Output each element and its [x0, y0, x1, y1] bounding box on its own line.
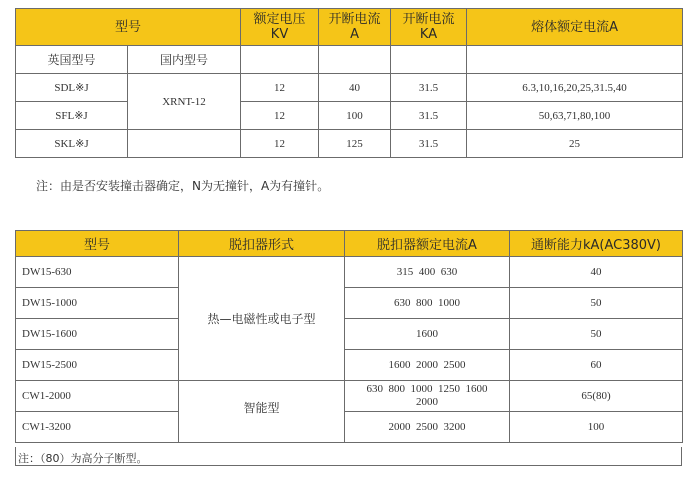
header-release-type: 脱扣器形式 [179, 231, 345, 257]
voltage-cell: 12 [241, 74, 319, 102]
capacity-cell: 40 [510, 257, 683, 288]
capacity-cell: 50 [510, 319, 683, 350]
capacity-cell: 100 [510, 412, 683, 443]
model-cell: DW15-2500 [16, 350, 179, 381]
fuse-current-cell: 6.3,10,16,20,25,31.5,40 [467, 74, 683, 102]
uk-model-cell: SDL※J [16, 74, 128, 102]
model-cell: DW15-1000 [16, 288, 179, 319]
header-break-current-ka [391, 9, 467, 46]
release-current-cell: 630 800 1000 [345, 288, 510, 319]
table-row [16, 381, 683, 412]
table-row [16, 102, 683, 130]
release-current-cell: 315 400 630 [345, 257, 510, 288]
capacity-cell: 60 [510, 350, 683, 381]
table-row [16, 350, 683, 381]
table-row [16, 319, 683, 350]
capacity-cell: 50 [510, 288, 683, 319]
header-break-current-a [319, 9, 391, 46]
uk-model-cell: SKL※J [16, 130, 128, 158]
table-row [16, 257, 683, 288]
table-row [16, 130, 683, 158]
model-cell: CW1-2000 [16, 381, 179, 412]
breaker-spec-table [15, 230, 683, 443]
subheader-domestic-model: 国内型号 [128, 46, 241, 74]
domestic-model-cell: XRNT-12 [128, 74, 241, 130]
header-break-current-a-label: 开断电流 [328, 12, 381, 27]
table-row [16, 288, 683, 319]
header-break-current-ka-label: 开断电流 [402, 12, 455, 27]
break-ka-cell: 31.5 [391, 102, 467, 130]
model-cell: DW15-1600 [16, 319, 179, 350]
header-breaking-capacity: 通断能力kA(AC380V) [510, 231, 683, 257]
voltage-cell: 12 [241, 130, 319, 158]
header-break-current-ka-unit: KA [419, 27, 438, 42]
subheader-uk-model: 英国型号 [16, 46, 128, 74]
release-current-cell: 2000 2500 3200 [345, 412, 510, 443]
breaker-table-note: 注：（80）为高分子断型。 [18, 452, 148, 465]
release-type-thermal-cell: 热—电磁性或电子型 [179, 257, 345, 381]
header-model: 型号 [16, 9, 241, 46]
break-ka-cell: 31.5 [391, 130, 467, 158]
header-release-current: 脱扣器额定电流A [345, 231, 510, 257]
fuse-table-note: 注：由是否安装撞击器确定，N为无撞针，A为有撞针。 [36, 179, 330, 193]
header-fuse-current: 熔体额定电流A [467, 9, 683, 46]
header-voltage-unit: KV [270, 27, 289, 42]
capacity-cell: 65(80) [510, 381, 683, 412]
release-current-cell [345, 381, 510, 412]
fuse-spec-table [15, 8, 683, 158]
voltage-cell: 12 [241, 102, 319, 130]
break-a-cell: 125 [319, 130, 391, 158]
uk-model-cell: SFL※J [16, 102, 128, 130]
model-cell: CW1-3200 [16, 412, 179, 443]
header-model: 型号 [16, 231, 179, 257]
break-ka-cell: 31.5 [391, 74, 467, 102]
table-row [16, 74, 683, 102]
release-current-line: 630 800 1000 1250 1600 [366, 383, 488, 395]
model-cell: DW15-630 [16, 257, 179, 288]
release-type-smart-cell: 智能型 [179, 381, 345, 443]
fuse-current-cell: 25 [467, 130, 683, 158]
fuse-current-cell: 50,63,71,80,100 [467, 102, 683, 130]
break-a-cell: 100 [319, 102, 391, 130]
break-a-cell: 40 [319, 74, 391, 102]
release-current-line: 2000 [416, 396, 438, 408]
release-current-cell: 1600 [345, 319, 510, 350]
release-current-cell: 1600 2000 2500 [345, 350, 510, 381]
header-voltage [241, 9, 319, 46]
table-row [16, 412, 683, 443]
header-voltage-label: 额定电压 [253, 12, 306, 27]
breaker-note-box [15, 447, 682, 466]
header-break-current-a-unit: A [350, 27, 359, 42]
